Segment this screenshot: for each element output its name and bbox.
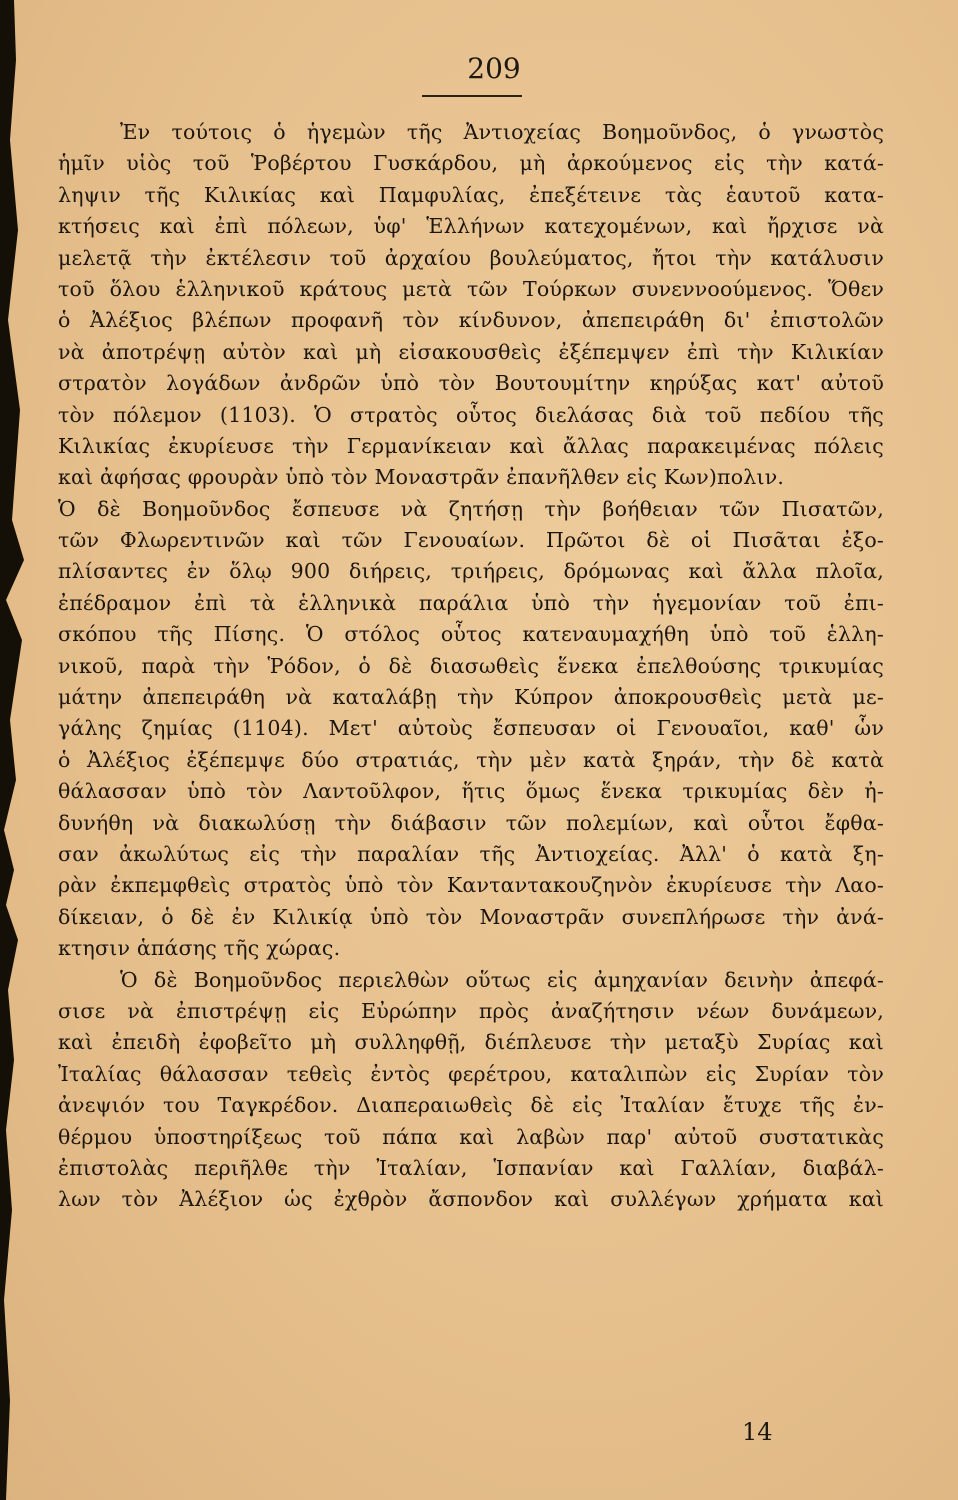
text-line: θάλασσαν ὑπὸ τὸν Λαντοῦλφον, ἥτις ὅμως ἕνεκα τρικυμίας δὲν ἠ-	[58, 779, 884, 804]
text-line: μάτην ἀπεπειράθη νὰ καταλάβῃ τὴν Κύπρον ἀποκρουσθεὶς μετὰ με-	[58, 685, 884, 710]
text-line: ἀνεψιόν του Ταγκρέδον. Διαπεραιωθεὶς δὲ εἰς Ἰταλίαν ἔτυχε τῆς ἐν-	[58, 1093, 884, 1118]
text-line: στρατὸν λογάδων ἀνδρῶν ὑπὸ τὸν Βουτουμίτην κηρύξας κατ' αὐτοῦ	[58, 371, 884, 396]
text-line: θέρμου ὑποστηρίξεως τοῦ πάπα καὶ λαβὼν παρ' αὐτοῦ συστατικὰς	[58, 1124, 884, 1149]
text-line: τοῦ ὅλου ἑλληνικοῦ κράτους μετὰ τῶν Τούρκων συνεννοούμενος. Ὅθεν	[58, 276, 884, 301]
text-line: μελετᾷ τὴν ἐκτέλεσιν τοῦ ἀρχαίου βουλεύματος, ἤτοι τὴν κατάλυσιν	[58, 245, 884, 270]
text-line: ληψιν τῆς Κιλικίας καὶ Παμφυλίας, ἐπεξέτεινε τὰς ἑαυτοῦ κατα-	[58, 182, 884, 207]
text-line: πλίσαντες ἐν ὅλῳ 900 διήρεις, τριήρεις, δρόμωνας καὶ ἄλλα πλοῖα,	[58, 559, 884, 584]
text-line: τῶν Φλωρεντινῶν καὶ τῶν Γενουαίων. Πρῶτοι δὲ οἱ Πισᾶται ἐξο-	[58, 528, 884, 553]
text-line: γάλης ζημίας (1104). Μετ' αὐτοὺς ἔσπευσαν οἱ Γενουαῖοι, καθ' ὧν	[58, 716, 884, 741]
text-line: ἐπέδραμον ἐπὶ τὰ ἑλληνικὰ παράλια ὑπὸ τὴν ἡγεμονίαν τοῦ ἐπι-	[58, 590, 884, 615]
text-line: σαν ἀκωλύτως εἰς τὴν παραλίαν τῆς Ἀντιοχείας. Ἀλλ' ὁ κατὰ ξη-	[58, 841, 884, 866]
text-line: καὶ ἀφήσας φρουρὰν ὑπὸ τὸν Μοναστρᾶν ἐπανῆλθεν εἰς Κων)πολιν.	[58, 465, 785, 490]
text-line: δυνήθη νὰ διακωλύσῃ τὴν διάβασιν τῶν πολεμίων, καὶ οὗτοι ἔφθα-	[58, 810, 884, 835]
text-line: λων τὸν Ἀλέξιον ὡς ἐχθρὸν ἄσπονδον καὶ συλλέγων χρήματα καὶ	[58, 1187, 884, 1212]
page-number-rule	[422, 95, 522, 97]
text-line: σκόπου τῆς Πίσης. Ὁ στόλος οὗτος κατεναυμαχήθη ὑπὸ τοῦ ἑλλη-	[58, 622, 884, 647]
text-line: ἐπιστολὰς περιῆλθε τὴν Ἰταλίαν, Ἱσπανίαν καὶ Γαλλίαν, διαβάλ-	[58, 1155, 884, 1180]
text-line: δίκειαν, ὁ δὲ ἐν Κιλικίᾳ ὑπὸ τὸν Μοναστρᾶν συνεπλήρωσε τὴν ἀνά-	[58, 904, 884, 929]
text-line: κτησιν ἁπάσης τῆς χώρας.	[58, 936, 341, 961]
text-line: Ἐν τούτοις ὁ ἡγεμὼν τῆς Ἀντιοχείας Βοημοῦνδος, ὁ γνωστὸς	[120, 120, 884, 144]
text-line: ρὰν ἐκπεμφθεὶς στρατὸς ὑπὸ τὸν Κανταντακουζηνὸν ἐκυρίευσε τὴν Λαο-	[58, 873, 884, 898]
text-line: Ἰταλίας θάλασσαν τεθεὶς ἐντὸς φερέτρου, καταλιπὼν εἰς Συρίαν τὸν	[58, 1061, 884, 1086]
text-line: νὰ ἀποτρέψῃ αὐτὸν καὶ μὴ εἰσακουσθεὶς ἐξέπεμψεν ἐπὶ τὴν Κιλικίαν	[58, 339, 884, 364]
text-line: Ὁ δὲ Βοημοῦνδος ἔσπευσε νὰ ζητήσῃ τὴν βοήθειαν τῶν Πισατῶν,	[58, 496, 884, 521]
text-line: ὁ Ἀλέξιος βλέπων προφανῆ τὸν κίνδυνον, ἀπεπειράθη δι' ἐπιστολῶν	[58, 308, 884, 333]
signature-mark: 14	[742, 1418, 773, 1446]
text-line: ἡμῖν υἱὸς τοῦ Ῥοβέρτου Γυσκάρδου, μὴ ἀρκούμενος εἰς τὴν κατά-	[58, 151, 884, 176]
text-line: ὁ Ἀλέξιος ἐξέπεμψε δύο στρατιάς, τὴν μὲν κατὰ ξηράν, τὴν δὲ κατὰ	[58, 747, 884, 772]
text-line: Ὁ δὲ Βοημοῦνδος περιελθὼν οὕτως εἰς ἀμηχανίαν δεινὴν ἀπεφά-	[120, 967, 884, 992]
body-text	[58, 117, 884, 1216]
page-number: 209	[467, 52, 521, 85]
text-line: καὶ ἐπειδὴ ἐφοβεῖτο μὴ συλληφθῇ, διέπλευσε τὴν μεταξὺ Συρίας καὶ	[58, 1030, 884, 1055]
torn-left-margin	[0, 0, 60, 1500]
text-line: σισε νὰ ἐπιστρέψῃ εἰς Εὐρώπην πρὸς ἀναζήτησιν νέων δυνάμεων,	[58, 998, 884, 1023]
text-line: Κιλικίας ἐκυρίευσε τὴν Γερμανίκειαν καὶ ἄλλας παρακειμένας πόλεις	[58, 433, 884, 458]
text-line: τὸν πόλεμον (1103). Ὁ στρατὸς οὗτος διελάσας διὰ τοῦ πεδίου τῆς	[58, 402, 884, 427]
text-line: κτήσεις καὶ ἐπὶ πόλεων, ὑφ' Ἑλλήνων κατεχομένων, καὶ ἤρχισε νὰ	[58, 214, 884, 239]
text-line: νικοῦ, παρὰ τὴν Ῥόδον, ὁ δὲ διασωθεὶς ἕνεκα ἐπελθούσης τρικυμίας	[58, 653, 884, 678]
